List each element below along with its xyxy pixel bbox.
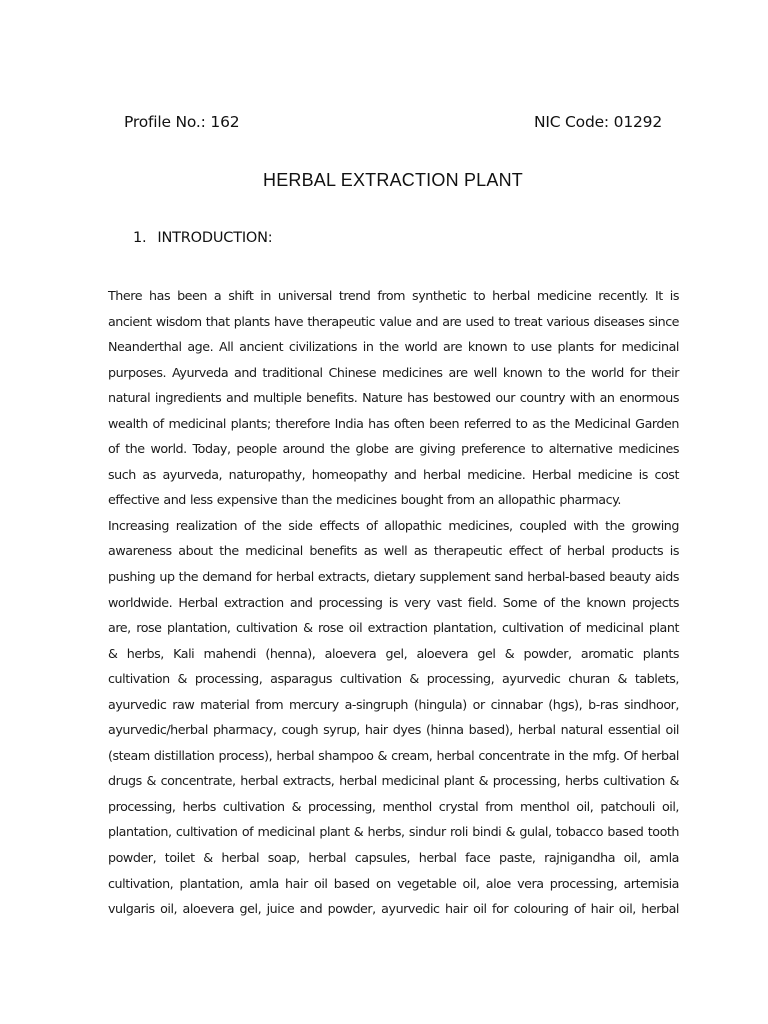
paragraph-line: Neanderthal age. All ancient civilizations in the world are known to use plants for medicinal (108, 339, 679, 355)
paragraph-line: worldwide. Herbal extraction and processing is very vast field. Some of the known projects (108, 594, 679, 610)
paragraph-line: awareness about the medicinal benefits as well as therapeutic effect of herbal products is (108, 543, 679, 559)
nic-code: NIC Code: 01292 (533, 113, 662, 131)
paragraph-line: are, rose plantation, cultivation & rose oil extraction plantation, cultivation of medicinal plant (108, 620, 679, 636)
paragraph-line: ancient wisdom that plants have therapeutic value and are used to treat various diseases since (108, 313, 679, 329)
paragraph-line: such as ayurveda, naturopathy, homeopathy and herbal medicine. Herbal medicine is cost (108, 466, 679, 482)
paragraph-line: powder, toilet & herbal soap, herbal capsules, herbal face paste, rajnigandha oil, amla (108, 850, 679, 866)
paragraph-line: cultivation & processing, asparagus cultivation & processing, ayurvedic churan & tablets, (108, 671, 679, 687)
paragraph-line: drugs & concentrate, herbal extracts, herbal medicinal plant & processing, herbs cultivation & (108, 773, 679, 789)
profile-header (124, 113, 662, 131)
paragraph-line: wealth of medicinal plants; therefore India has often been referred to as the Medicinal Garden (108, 415, 679, 431)
paragraph-line: ayurvedic raw material from mercury a-singruph (hingula) or cinnabar (hgs), b-ras sindhoor, (108, 696, 679, 712)
paragraph-line: Increasing realization of the side effects of allopathic medicines, coupled with the growing (108, 517, 679, 533)
paragraph-line: natural ingredients and multiple benefits. Nature has bestowed our country with an enormous (108, 390, 679, 406)
document-title: HERBAL EXTRACTION PLANT (263, 170, 523, 190)
paragraph-line: (steam distillation process), herbal shampoo & cream, herbal concentrate in the mfg. Of herbal (108, 747, 679, 763)
paragraph-line: purposes. Ayurveda and traditional Chinese medicines are well known to the world for their (108, 364, 679, 380)
paragraph-line: processing, herbs cultivation & processing, menthol crystal from menthol oil, patchouli oil, (108, 798, 679, 814)
paragraph-line: & herbs, Kali mahendi (henna), aloevera gel, aloevera gel & powder, aromatic plants (108, 645, 679, 661)
section-heading (133, 230, 272, 246)
paragraph-line: effective and less expensive than the medicines bought from an allopathic pharmacy. (108, 492, 621, 508)
section-title: INTRODUCTION: (157, 230, 273, 246)
paragraph-line: plantation, cultivation of medicinal plant & herbs, sindur roli bindi & gulal, tobacco based tooth (108, 824, 679, 840)
profile-number: Profile No.: 162 (124, 113, 240, 131)
paragraph-line: cultivation, plantation, amla hair oil based on vegetable oil, aloe vera processing, artemisia (108, 875, 679, 891)
section-number: 1. (133, 230, 147, 246)
paragraph-line: vulgaris oil, aloevera gel, juice and powder, ayurvedic hair oil for colouring of hair oil, herbal (108, 901, 679, 917)
paragraph-line: ayurvedic/herbal pharmacy, cough syrup, hair dyes (hinna based), herbal natural essential oil (108, 722, 679, 738)
paragraph-line: There has been a shift in universal trend from synthetic to herbal medicine recently. It is (108, 288, 679, 303)
paragraph-line: of the world. Today, people around the globe are giving preference to alternative medicines (108, 441, 679, 457)
introduction-paragraph (108, 283, 679, 922)
paragraph-line: pushing up the demand for herbal extracts, dietary supplement sand herbal-based beauty aids (108, 569, 679, 585)
